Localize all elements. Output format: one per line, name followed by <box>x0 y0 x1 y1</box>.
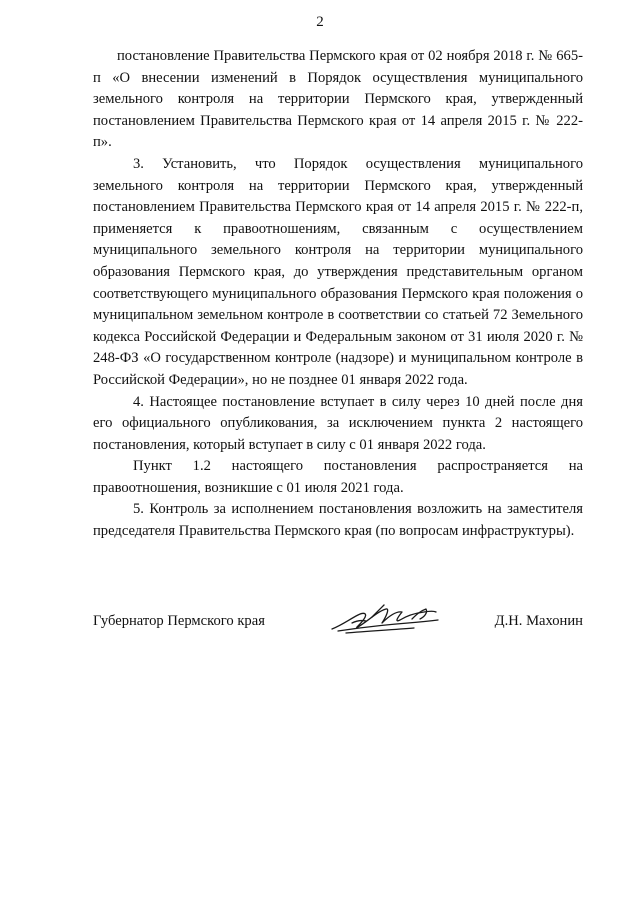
handwritten-signature <box>328 603 440 637</box>
paragraph-continuation: постановление Правительства Пермского края от 02 ноября 2018 г. № 665-п «О внесении изменений в Порядок осуществления муниципального земельного контроля на территории Пермского края, утвержденный постановлением Правительства Пермского края от 14 апреля 2015 г. № 222-п». <box>93 48 583 151</box>
paragraph-item-4: 4. Настоящее постановление вступает в силу через 10 дней после дня его официального опубликования, за исключением пункта 2 настоящего постановления, который вступает в силу с 01 января 2022 года. <box>93 393 583 453</box>
signatory-title: Губернатор Пермского края <box>93 613 265 629</box>
page-number: 2 <box>316 14 324 30</box>
paragraph-item-3: 3. Установить, что Порядок осуществления муниципального земельного контроля на территории Пермского края, утвержденный постановлением Правительства Пермского края от 14 апреля 2015 г. № 222-п, применяется к правоотношениям, связанным с осуществлением муниципального земельного контроля на территории муниципального образования Пермского края, до утверждения представительным органом соответствующего муниципального образования Пермского края положения о муниципальном земельном контроле в соответствии со статьей 72 Земельного кодекса Российской Федерации и Федеральным законом от 31 июля 2020 г. № 248-ФЗ «О государственном контроле (надзоре) и муниципальном контроле в Российской Федерации», но не позднее 01 января 2022 года. <box>93 155 583 388</box>
paragraph-item-4-note: Пункт 1.2 настоящего постановления распространяется на правоотношения, возникшие с 01 июля 2021 года. <box>93 458 583 496</box>
signature-block <box>93 611 583 641</box>
document-body <box>93 46 583 543</box>
signatory-name: Д.Н. Махонин <box>494 613 583 629</box>
paragraph-item-5: 5. Контроль за исполнением постановления возложить на заместителя председателя Правительства Пермского края (по вопросам инфраструктуры). <box>93 501 583 540</box>
